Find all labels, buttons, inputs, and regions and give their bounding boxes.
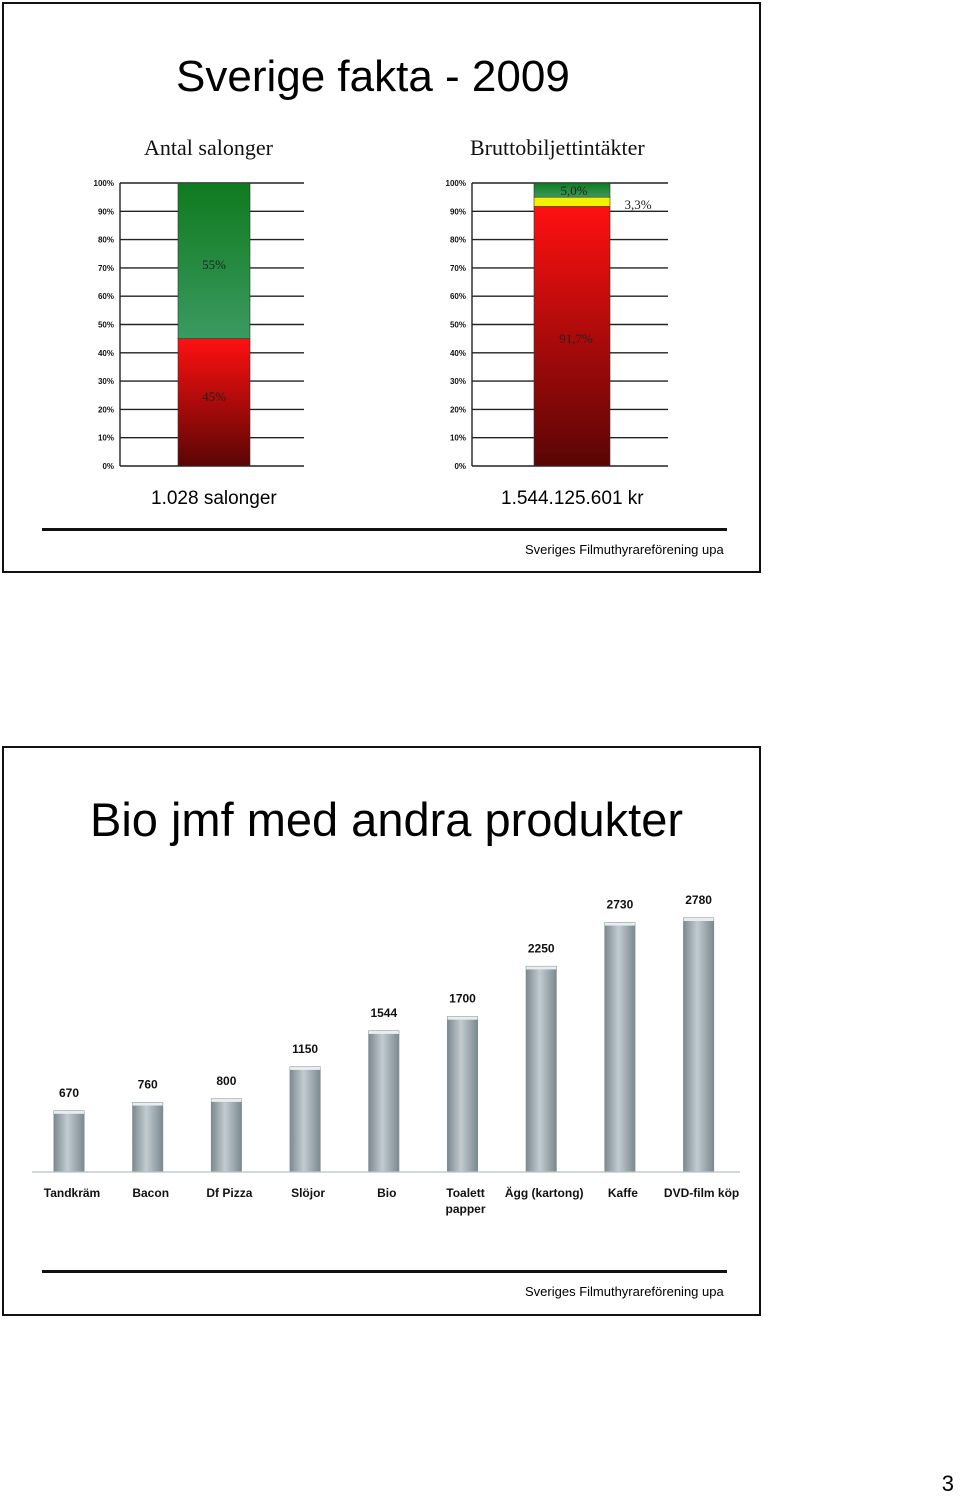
category-label: Bacon — [132, 1186, 170, 1200]
bar-value-label: 1150 — [292, 1041, 319, 1056]
right-chart-heading: Bruttobiljettintäkter — [470, 135, 645, 160]
bar-value-label: 1700 — [449, 991, 476, 1006]
category-label: Bio — [377, 1186, 397, 1200]
page-number: 3 — [941, 1471, 954, 1496]
bar-cap — [448, 1017, 478, 1020]
slide-bio-jmf — [2, 746, 761, 1316]
y-tick-label: 10% — [449, 433, 466, 443]
slide-sverige-fakta — [2, 2, 761, 573]
bar-cap — [684, 918, 714, 921]
y-tick-label: 90% — [97, 207, 114, 217]
y-tick-label: 40% — [449, 348, 466, 358]
salonger-stacked-bar-chart — [84, 174, 324, 474]
bar-value-label: 670 — [58, 1085, 80, 1100]
product-price-bar-chart — [24, 878, 744, 1228]
category-label: Toalett — [446, 1186, 485, 1200]
data-label: 5,0% — [560, 183, 588, 198]
product-bar — [54, 1111, 84, 1172]
bar-cap — [605, 923, 635, 926]
bar-segment — [534, 197, 610, 206]
y-tick-label: 30% — [97, 377, 114, 387]
bar-value-label: 2250 — [527, 941, 555, 956]
y-tick-label: 100% — [93, 179, 114, 188]
product-bar — [369, 1031, 399, 1172]
category-label: Ägg (kartong) — [504, 1186, 584, 1200]
y-tick-label: 60% — [449, 292, 466, 302]
bar-cap — [133, 1103, 163, 1106]
left-chart-heading: Antal salonger — [144, 135, 273, 160]
y-tick-label: 10% — [97, 433, 114, 443]
bar-value-label: 1544 — [370, 1005, 398, 1020]
y-tick-label: 20% — [97, 405, 114, 415]
footer-text: Sveriges Filmuthyrareförening upa — [525, 1284, 724, 1299]
footer-text: Sveriges Filmuthyrareförening upa — [525, 542, 724, 557]
y-tick-label: 50% — [449, 320, 466, 330]
slide-title: Bio jmf med andra produkter — [90, 793, 684, 846]
bar-cap — [369, 1031, 399, 1034]
y-tick-label: 80% — [449, 235, 466, 245]
bar-value-label: 2730 — [606, 897, 634, 912]
slide-title: Sverige fakta - 2009 — [176, 52, 570, 101]
y-tick-label: 0% — [454, 462, 466, 471]
category-label: papper — [445, 1202, 486, 1216]
footer-rule — [42, 1270, 727, 1273]
category-label: Slöjor — [291, 1186, 326, 1200]
y-tick-label: 0% — [102, 462, 114, 471]
product-bar — [211, 1099, 241, 1172]
right-chart-caption: 1.544.125.601 kr — [501, 488, 644, 509]
category-label: Df Pizza — [206, 1186, 253, 1200]
data-label: 3,3% — [624, 197, 652, 212]
bar-value-label: 800 — [216, 1073, 237, 1088]
bar-cap — [526, 966, 556, 969]
intakter-stacked-bar-chart — [436, 174, 686, 474]
data-label: 91,7% — [559, 331, 593, 346]
data-label: 45% — [202, 389, 226, 404]
bar-value-label: 2780 — [685, 893, 712, 907]
product-bar — [605, 923, 635, 1172]
product-bar — [684, 918, 714, 1172]
product-bar — [526, 966, 556, 1172]
category-label: Kaffe — [607, 1186, 638, 1200]
bar-cap — [54, 1111, 84, 1114]
y-tick-label: 60% — [97, 292, 114, 302]
footer-rule — [42, 528, 727, 531]
y-tick-label: 90% — [449, 207, 466, 217]
y-tick-label: 70% — [97, 263, 114, 273]
y-tick-label: 50% — [97, 320, 114, 330]
product-bar — [133, 1103, 163, 1172]
y-tick-label: 70% — [449, 263, 466, 273]
bar-value-label: 760 — [137, 1077, 158, 1092]
y-tick-label: 40% — [97, 348, 114, 358]
product-bar — [448, 1017, 478, 1172]
y-tick-label: 80% — [97, 235, 114, 245]
y-tick-label: 100% — [445, 179, 466, 188]
category-label: DVD-film köp — [663, 1186, 740, 1200]
left-chart-caption: 1.028 salonger — [151, 488, 277, 509]
y-tick-label: 20% — [449, 405, 466, 415]
data-label: 55% — [202, 257, 226, 272]
bar-cap — [211, 1099, 241, 1102]
product-bar — [290, 1067, 320, 1172]
category-label: Tandkräm — [43, 1186, 101, 1200]
y-tick-label: 30% — [449, 377, 466, 387]
bar-cap — [290, 1067, 320, 1070]
